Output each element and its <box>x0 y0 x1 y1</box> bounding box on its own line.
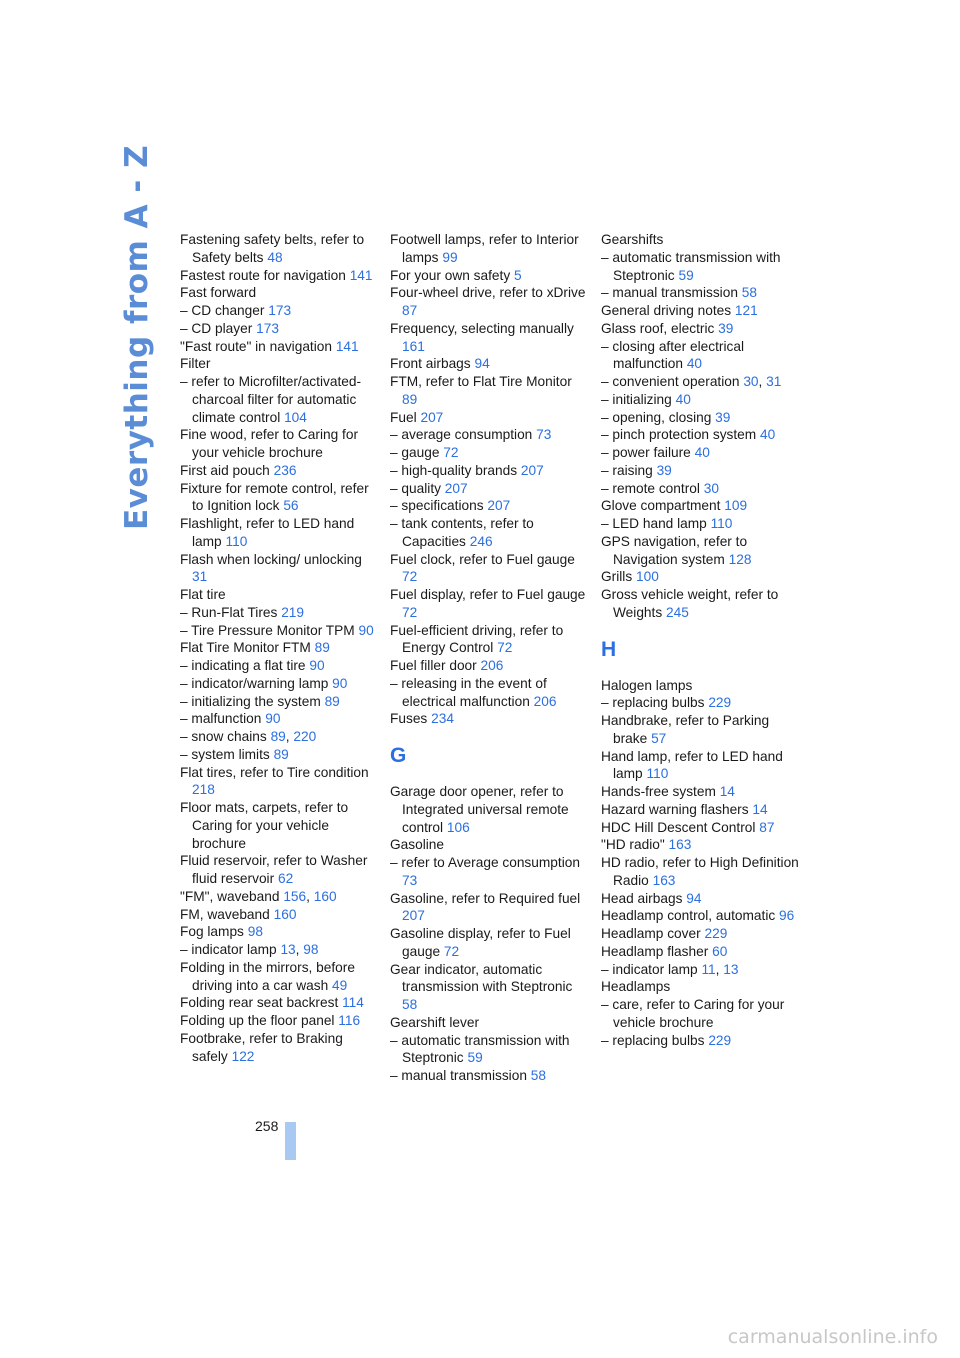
index-entry-text: – closing after electrical malfunction <box>601 338 745 372</box>
page-reference-link[interactable]: 207 <box>420 409 444 425</box>
page-reference-link[interactable]: 39 <box>715 409 731 425</box>
page-reference-link[interactable]: 72 <box>443 943 460 959</box>
index-entry-text: Headlamp control, automatic <box>601 908 776 924</box>
page-reference-link[interactable]: 13 <box>280 942 296 957</box>
index-entry-text: – gauge <box>390 445 440 460</box>
page-reference-link[interactable]: 89 <box>402 391 418 407</box>
page-reference-link[interactable]: 206 <box>480 658 504 673</box>
page-reference-link[interactable]: 60 <box>712 943 728 959</box>
page-reference-link[interactable]: 98 <box>247 924 263 940</box>
index-column-3 <box>601 231 801 1049</box>
index-entry <box>601 836 801 854</box>
index-entry <box>390 657 590 675</box>
index-entry <box>180 710 380 728</box>
index-entry-text: – LED hand lamp <box>601 516 707 531</box>
index-entry <box>390 622 590 658</box>
index-entry <box>601 890 801 908</box>
page-reference-link[interactable]: 94 <box>686 890 702 906</box>
index-entry <box>601 497 801 515</box>
index-entry-text: – CD changer <box>180 303 265 318</box>
page-reference-link[interactable]: 30 <box>703 480 719 496</box>
index-entry-text: Frequency, selecting manually <box>390 320 574 336</box>
index-entry: – indicator lamp 13, 98 <box>180 942 319 957</box>
index-entry-text: – replacing bulbs <box>601 1032 705 1048</box>
index-entry <box>390 284 590 320</box>
page-reference-link[interactable]: 128 <box>728 551 752 567</box>
page-reference-link[interactable]: 58 <box>741 285 757 301</box>
page-reference-link[interactable]: 30 <box>743 374 759 389</box>
letter-heading: H <box>601 637 617 661</box>
index-entry <box>180 604 380 622</box>
page-reference-link[interactable]: 236 <box>273 462 297 478</box>
index-entry <box>601 694 801 712</box>
index-entry <box>390 1067 590 1085</box>
index-entry: – convenient operation 30, 31 <box>601 374 782 389</box>
page-reference-link[interactable]: 72 <box>443 445 459 460</box>
index-entry-text: – manual transmission <box>390 1068 527 1083</box>
index-entry <box>601 302 801 320</box>
index-entry-text: "Fast route" in navigation <box>180 338 332 354</box>
index-entry <box>180 693 380 711</box>
index-entry-text: Fastest route for navigation <box>180 267 346 283</box>
index-entry-text: Fog lamps <box>180 924 244 940</box>
index-entry: – snow chains 89, 220 <box>180 729 317 744</box>
index-entry-text: Fuel filler door <box>390 658 477 673</box>
index-entry-text: Flash when locking/ unlocking <box>180 551 362 567</box>
index-entry-text: – Run-Flat Tires <box>180 604 278 620</box>
index-entry-text: Floor mats, carpets, refer to Caring for your vehicle brochure <box>180 800 349 851</box>
index-entry-text: Folding in the mirrors, before driving into a car wash <box>180 959 355 993</box>
index-entry-text: – care, refer to Caring for your vehicle brochure <box>601 997 785 1030</box>
index-entry-text: – pinch protection system <box>601 427 757 443</box>
page-reference-link[interactable]: 106 <box>446 819 470 835</box>
index-entry-text: HDC Hill Descent Control <box>601 819 756 835</box>
index-entry <box>180 338 380 356</box>
index-entry-text: Fuel display, refer to Fuel gauge <box>390 587 586 602</box>
index-entry-text: FTM, refer to Flat Tire Monitor <box>390 374 572 389</box>
index-entry-text: – snow chains <box>180 729 267 744</box>
page-reference-link[interactable]: 48 <box>267 249 283 265</box>
index-entry-text: – releasing in the event of electrical malfunction <box>390 675 547 709</box>
page-reference-link[interactable]: 173 <box>268 303 292 318</box>
page-reference-link[interactable]: 57 <box>651 730 667 746</box>
letter-heading: G <box>390 744 407 767</box>
index-entry <box>180 657 380 675</box>
page-reference-link[interactable]: 206 <box>533 693 557 709</box>
index-entry-text: FM, waveband <box>180 906 270 922</box>
index-entry <box>601 444 801 462</box>
index-entry <box>180 355 380 373</box>
index-entry-text: HD radio, refer to High Definition Radio <box>601 855 799 888</box>
index-entry <box>601 320 801 338</box>
page-reference-link[interactable]: 5 <box>514 267 522 283</box>
index-entry <box>180 1030 380 1066</box>
index-entry-text: Gearshift lever <box>390 1014 480 1030</box>
page-reference-link[interactable]: 160 <box>273 906 297 922</box>
page-reference-link[interactable]: 100 <box>635 569 659 585</box>
index-entry <box>601 925 801 943</box>
index-entry-text: – indicator lamp <box>601 961 698 977</box>
index-entry <box>601 748 801 784</box>
index-entry-text: Flat tire <box>180 587 226 602</box>
page-reference-link[interactable]: 90 <box>265 711 281 727</box>
page-reference-link[interactable]: 73 <box>536 427 552 443</box>
page-reference-link[interactable]: 59 <box>678 267 694 283</box>
page-reference-link[interactable]: 87 <box>402 303 418 318</box>
page-reference-link[interactable]: 219 <box>281 604 305 620</box>
index-entry <box>601 854 801 890</box>
index-entry <box>390 710 590 728</box>
index-entry-text: – quality <box>390 480 441 496</box>
index-entry <box>180 746 380 764</box>
page-reference-link[interactable]: 13 <box>723 961 739 977</box>
index-entry <box>390 426 590 444</box>
page-reference-link[interactable]: 229 <box>708 1032 732 1048</box>
index-entry-text: Head airbags <box>601 890 683 906</box>
index-entry-text: Fast forward <box>180 285 257 301</box>
page-reference-link[interactable]: 122 <box>231 1048 255 1064</box>
index-entry <box>390 267 590 285</box>
index-column-1 <box>180 231 380 1065</box>
page-reference-link[interactable]: 89 <box>314 640 330 656</box>
index-entry-text: Gasoline display, refer to Fuel gauge <box>390 926 571 959</box>
watermark: carmanualsonline.info <box>727 1326 938 1348</box>
page-reference-link[interactable]: 141 <box>335 338 359 354</box>
index-entry <box>180 426 380 462</box>
index-entry-text: Fluid reservoir, refer to Washer fluid reservoir <box>180 853 368 886</box>
index-entry <box>390 231 590 267</box>
index-entry-text: – opening, closing <box>601 409 712 425</box>
index-entry-text: – refer to Microfilter/activated-charcoal filter for automatic climate control <box>180 374 362 425</box>
page-reference-link[interactable]: 110 <box>646 766 669 782</box>
page-reference-link[interactable]: 109 <box>724 498 748 514</box>
page-reference-link[interactable]: 89 <box>324 693 340 709</box>
page-reference-link[interactable]: 94 <box>474 356 490 372</box>
page-reference-link[interactable]: 11 <box>701 961 716 977</box>
page-reference-link[interactable]: 72 <box>402 569 418 585</box>
page-reference-link[interactable]: 40 <box>686 356 703 372</box>
index-entry-text: – refer to Average consumption <box>390 855 580 870</box>
page-reference-link[interactable]: 40 <box>694 445 710 460</box>
index-entry-text: – malfunction <box>180 711 262 727</box>
index-entry-text: – convenient operation <box>601 374 740 389</box>
index-entry <box>601 712 801 748</box>
index-entry <box>390 444 590 462</box>
index-entry <box>180 852 380 888</box>
index-entry <box>180 373 380 426</box>
index-entry-text: GPS navigation, refer to Navigation system <box>601 533 748 567</box>
index-entry-text: Gasoline <box>390 837 445 853</box>
page-reference-link[interactable]: 90 <box>358 622 374 638</box>
page-reference-link[interactable]: 59 <box>467 1050 483 1066</box>
index-entry <box>601 426 801 444</box>
index-entry <box>390 373 590 409</box>
index-entry-text: Glass roof, electric <box>601 320 715 336</box>
index-entry <box>180 622 380 640</box>
index-entry <box>601 409 801 427</box>
index-entry-text: – average consumption <box>390 427 533 443</box>
index-entry <box>601 801 801 819</box>
page-reference-link[interactable]: 160 <box>313 888 337 904</box>
index-entry-text: Gear indicator, automatic transmission with Steptronic <box>390 961 573 995</box>
index-entry-text: Flashlight, refer to LED hand lamp <box>180 516 355 549</box>
index-entry-text: – automatic transmission with Steptronic <box>390 1032 570 1066</box>
index-entry <box>180 302 380 320</box>
index-entry-text: "HD radio" <box>601 837 665 853</box>
section-title: Everything from A - Z <box>119 144 155 530</box>
index-entry <box>601 943 801 961</box>
page-reference-link[interactable]: 72 <box>402 604 418 620</box>
index-entry-text: – initializing the system <box>180 693 321 709</box>
index-entry-text: Four-wheel drive, refer to xDrive <box>390 285 586 301</box>
index-entry <box>390 462 590 480</box>
index-entry-text: – automatic transmission with Steptronic <box>601 249 781 283</box>
index-entry-text: Filter <box>180 356 211 372</box>
index-entry <box>601 996 801 1032</box>
index-entry-text: – specifications <box>390 498 484 514</box>
index-entry <box>390 355 590 373</box>
page-reference-link[interactable]: 207 <box>520 462 544 478</box>
index-entry <box>180 994 380 1012</box>
page-reference-link[interactable]: 116 <box>338 1013 361 1028</box>
index-entry <box>390 836 590 854</box>
index-entry-text: Gross vehicle weight, refer to Weights <box>601 587 779 620</box>
index-entry-text: Flat tires, refer to Tire condition <box>180 764 369 780</box>
page-reference-link[interactable]: 161 <box>402 338 425 354</box>
index-entry <box>390 497 590 515</box>
index-entry <box>601 515 801 533</box>
index-entry <box>180 284 380 302</box>
index-entry <box>390 783 590 836</box>
index-entry <box>390 675 590 711</box>
index-entry <box>390 551 590 587</box>
index-entry <box>390 586 590 622</box>
index-entry-text: Gasoline, refer to Required fuel <box>390 890 581 906</box>
page-reference-link[interactable]: 62 <box>277 871 294 886</box>
index-entry-text: – manual transmission <box>601 285 738 301</box>
index-entry <box>601 978 801 996</box>
page-reference-link[interactable]: 87 <box>759 819 775 835</box>
index-entry <box>390 925 590 961</box>
page-reference-link[interactable]: 89 <box>270 729 286 744</box>
page-reference-link[interactable]: 156 <box>283 888 307 904</box>
index-entry <box>180 551 380 587</box>
index-entry <box>390 890 590 926</box>
index-entry <box>390 961 590 1014</box>
index-entry-text: Front airbags <box>390 356 471 372</box>
index-entry <box>601 231 801 249</box>
index-entry <box>180 1012 380 1030</box>
index-entry-text: For your own safety <box>390 267 511 283</box>
index-entry-text: – system limits <box>180 746 270 762</box>
index-entry-text: – indicator lamp <box>180 942 277 957</box>
index-entry <box>390 1014 590 1032</box>
page-reference-link[interactable]: 114 <box>342 995 364 1011</box>
index-entry-text: Gearshifts <box>601 232 664 247</box>
page-reference-link[interactable]: 234 <box>431 711 454 727</box>
page-reference-link[interactable]: 89 <box>273 746 289 762</box>
page-reference-link[interactable]: 121 <box>734 303 758 318</box>
page-reference-link[interactable]: 110 <box>710 516 733 531</box>
index-entry-text: Folding up the floor panel <box>180 1013 335 1028</box>
index-entry-text: Headlamp cover <box>601 926 701 941</box>
index-entry <box>601 819 801 837</box>
index-entry-text: Fastening safety belts, refer to Safety belts <box>180 232 365 265</box>
page-number: 258 <box>255 1118 279 1134</box>
index-entry <box>180 231 380 267</box>
index-entry <box>601 586 801 622</box>
index-entry-text: – Tire Pressure Monitor TPM <box>180 622 355 638</box>
page-reference-link[interactable]: 49 <box>332 977 348 993</box>
index-entry <box>180 480 380 516</box>
page-reference-link[interactable]: 14 <box>719 784 735 799</box>
index-entry-text: – raising <box>601 462 653 478</box>
page-reference-link[interactable]: 14 <box>752 801 768 817</box>
index-entry-text: Footbrake, refer to Braking safely <box>180 1030 343 1064</box>
index-entry <box>601 338 801 374</box>
page-reference-link[interactable]: 31 <box>766 374 782 389</box>
index-entry: – indicator lamp 11, 13 <box>601 961 739 977</box>
page-reference-link[interactable]: 40 <box>675 391 691 407</box>
page-reference-link[interactable]: 99 <box>442 249 458 265</box>
index-entry <box>180 923 380 941</box>
page-reference-link[interactable]: 141 <box>349 267 373 283</box>
index-entry-text: Handbrake, refer to Parking brake <box>601 713 770 746</box>
index-entry-text: – initializing <box>601 391 672 407</box>
index-entry-text: Grills <box>601 569 633 585</box>
page-reference-link[interactable]: 39 <box>656 462 672 478</box>
index-entry-text: Flat Tire Monitor FTM <box>180 640 311 656</box>
page-reference-link[interactable]: 207 <box>487 498 511 514</box>
page-reference-link[interactable]: 218 <box>192 782 215 798</box>
page-reference-link[interactable]: 173 <box>256 320 279 336</box>
index-entry <box>180 586 380 604</box>
index-entry <box>390 409 590 427</box>
page-reference-link[interactable]: 110 <box>225 533 248 549</box>
index-entry-text: Glove compartment <box>601 498 721 514</box>
page-reference-link[interactable]: 229 <box>708 695 732 711</box>
index-entry-text: – power failure <box>601 445 691 460</box>
index-entry <box>180 764 380 800</box>
index-entry <box>390 1032 590 1068</box>
index-entry-text: Hazard warning flashers <box>601 801 749 817</box>
index-entry <box>601 284 801 302</box>
index-entry <box>180 959 380 995</box>
index-entry-text: Fixture for remote control, refer to Ignition lock <box>180 480 369 514</box>
page-reference-link[interactable]: 246 <box>469 533 493 549</box>
index-entry <box>390 480 590 498</box>
page-reference-link[interactable]: 58 <box>402 997 418 1012</box>
index-entry-text: Fuel-efficient driving, refer to Energy Control <box>390 622 564 656</box>
index-entry <box>180 267 380 285</box>
index-entry <box>601 1032 801 1050</box>
index-entry-text: Halogen lamps <box>601 677 693 693</box>
page-reference-link[interactable]: 220 <box>293 729 317 744</box>
page-reference-link[interactable]: 72 <box>497 640 513 656</box>
index-entry <box>180 639 380 657</box>
index-column-2 <box>390 231 590 1085</box>
index-entry-text: Footwell lamps, refer to Interior lamps <box>390 232 579 265</box>
index-entry <box>601 249 801 285</box>
index-entry-text: – CD player <box>180 320 253 336</box>
index-entry-text: – indicating a flat tire <box>180 658 306 673</box>
index-entry-text: "FM", waveband <box>180 888 280 904</box>
index-entry <box>601 783 801 801</box>
page-reference-link[interactable]: 207 <box>402 908 425 924</box>
index-entry <box>601 568 801 586</box>
index-entry <box>390 854 590 890</box>
index-entry: "FM", waveband 156, 160 <box>180 888 337 904</box>
index-entry <box>180 462 380 480</box>
index-entry <box>601 907 801 925</box>
index-entry <box>180 675 380 693</box>
index-entry <box>601 462 801 480</box>
index-entry-text: – high-quality brands <box>390 462 518 478</box>
index-entry <box>601 533 801 569</box>
page-reference-link[interactable]: 163 <box>668 837 692 853</box>
page-reference-link[interactable]: 90 <box>332 675 348 691</box>
page-reference-link[interactable]: 39 <box>718 320 734 336</box>
page-reference-link[interactable]: 40 <box>760 427 776 443</box>
page-reference-link[interactable]: 163 <box>652 872 676 888</box>
page-reference-link[interactable]: 56 <box>283 498 299 514</box>
index-entry-text: Fuses <box>390 711 428 727</box>
index-entry <box>601 391 801 409</box>
index-entry-text: – tank contents, refer to Capacities <box>390 516 534 549</box>
index-entry-text: Headlamp flasher <box>601 943 709 959</box>
index-entry <box>390 320 590 356</box>
index-entry-text: Hand lamp, refer to LED hand lamp <box>601 748 783 782</box>
index-entry-text: – remote control <box>601 480 700 496</box>
index-entry <box>180 320 380 338</box>
page-reference-link[interactable]: 229 <box>704 926 728 941</box>
index-entry <box>601 480 801 498</box>
index-entry-text: Fine wood, refer to Caring for your vehicle brochure <box>180 427 359 460</box>
page-reference-link[interactable]: 96 <box>779 908 795 924</box>
index-entry-text: Hands-free system <box>601 784 716 799</box>
index-entry-text: – replacing bulbs <box>601 695 705 711</box>
page-reference-link[interactable]: 31 <box>192 569 208 585</box>
index-entry-text: Fuel clock, refer to Fuel gauge <box>390 551 575 567</box>
page-reference-link[interactable]: 73 <box>402 872 418 888</box>
page-marker-bar <box>285 1122 296 1160</box>
index-entry <box>180 906 380 924</box>
index-entry-text: General driving notes <box>601 303 732 318</box>
index-entry-text: Garage door opener, refer to Integrated universal remote control <box>390 784 569 835</box>
index-entry-text: Folding rear seat backrest <box>180 995 339 1011</box>
index-entry <box>180 515 380 551</box>
page-reference-link[interactable]: 98 <box>303 942 319 957</box>
index-entry <box>180 799 380 852</box>
index-entry-text: First aid pouch <box>180 462 270 478</box>
index-entry-text: Fuel <box>390 409 417 425</box>
index-entry <box>390 515 590 551</box>
page-reference-link[interactable]: 207 <box>444 480 468 496</box>
index-entry-text: – indicator/warning lamp <box>180 675 329 691</box>
index-entry-text: Headlamps <box>601 979 671 995</box>
page-reference-link[interactable]: 90 <box>309 658 325 673</box>
page-reference-link[interactable]: 58 <box>530 1068 546 1083</box>
index-entry <box>601 677 801 695</box>
page-reference-link[interactable]: 104 <box>284 409 307 425</box>
page-reference-link[interactable]: 245 <box>666 604 689 620</box>
